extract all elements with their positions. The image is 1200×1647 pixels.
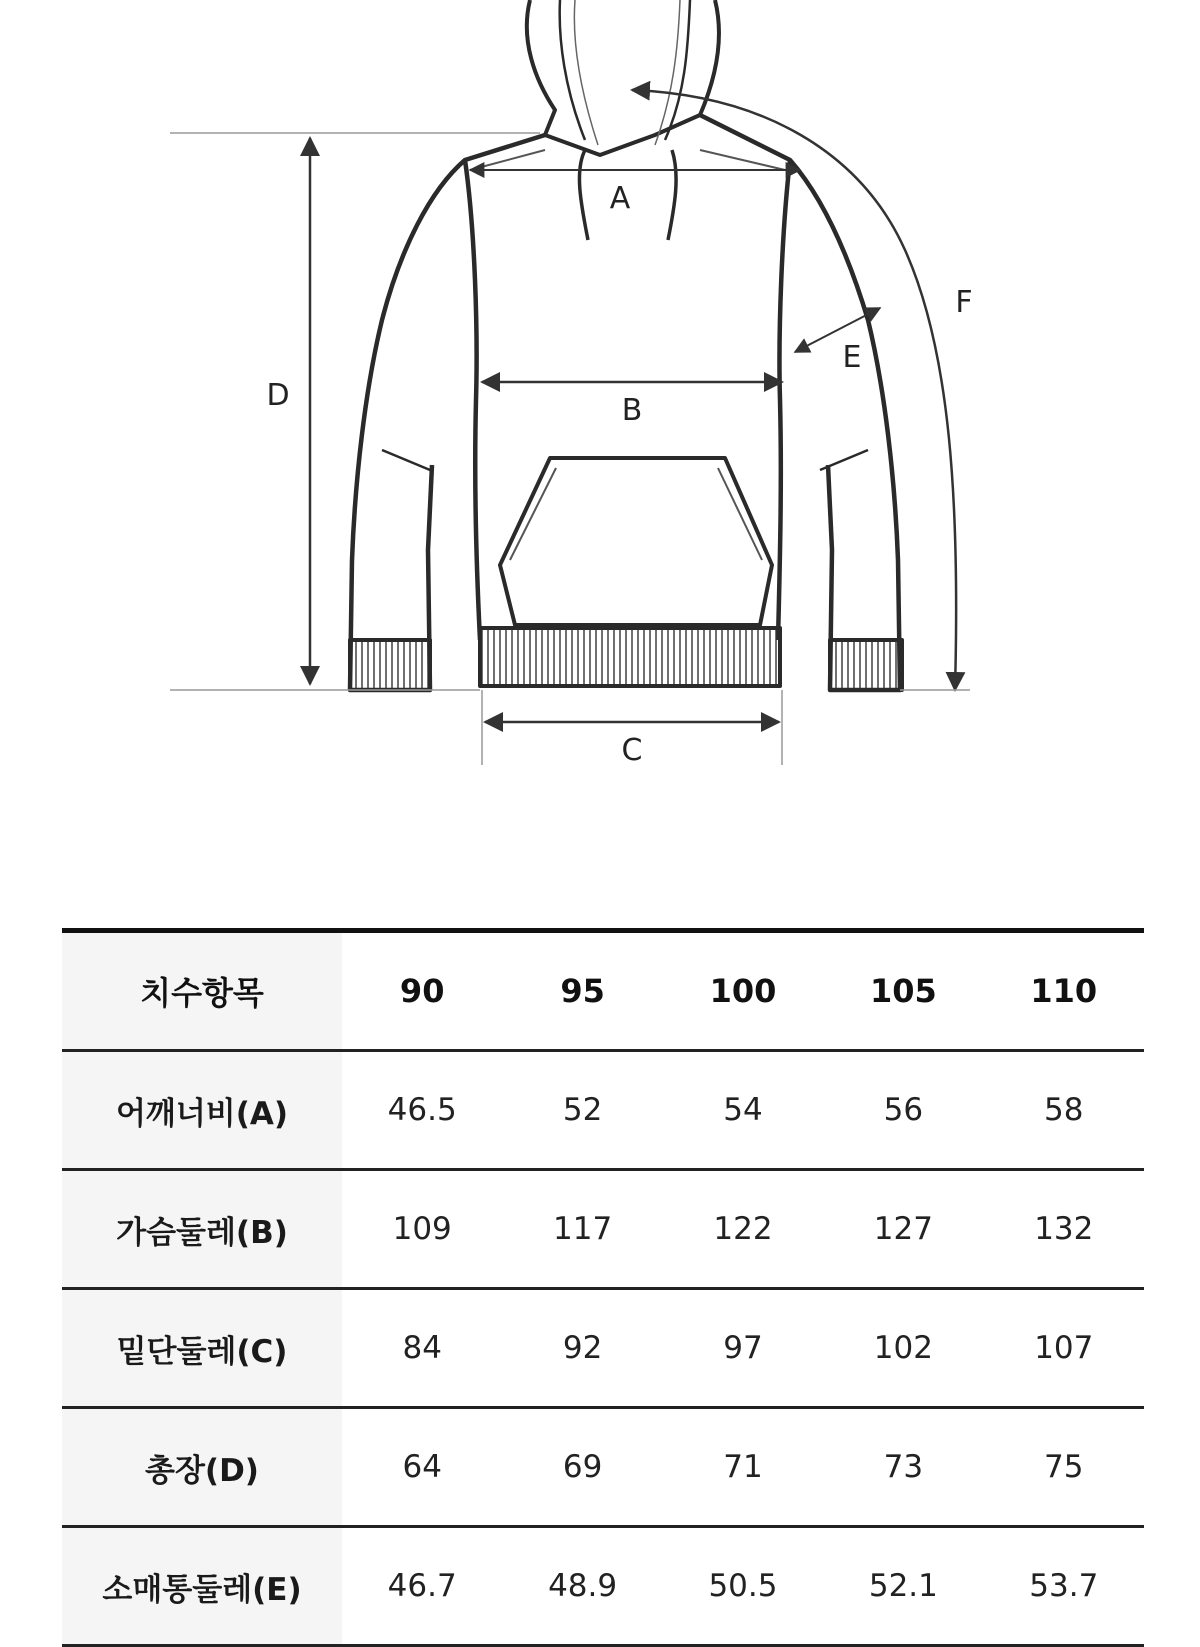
table-cell: 48.9 — [502, 1527, 662, 1646]
row-label: 총장(D) — [62, 1408, 342, 1527]
header-cell-size: 100 — [663, 931, 823, 1051]
table-cell: 50.5 — [663, 1527, 823, 1646]
table-cell: 127 — [823, 1170, 983, 1289]
table-cell: 102 — [823, 1289, 983, 1408]
table-cell: 58 — [984, 1051, 1144, 1170]
table-cell: 64 — [342, 1408, 502, 1527]
label-e: E — [842, 340, 862, 375]
table-row — [62, 1170, 1144, 1289]
label-f: F — [955, 285, 973, 320]
table-row — [62, 1289, 1144, 1408]
label-d: D — [266, 378, 290, 413]
table-cell: 122 — [663, 1170, 823, 1289]
table-cell: 109 — [342, 1170, 502, 1289]
table-cell: 92 — [502, 1289, 662, 1408]
table-cell: 69 — [502, 1408, 662, 1527]
header-cell-size: 90 — [342, 931, 502, 1051]
table-row — [62, 1408, 1144, 1527]
table-header-row — [62, 931, 1144, 1051]
table-cell: 52.1 — [823, 1527, 983, 1646]
label-b: B — [621, 393, 643, 428]
table-cell: 73 — [823, 1408, 983, 1527]
table-row — [62, 1527, 1144, 1646]
table-row — [62, 1051, 1144, 1170]
table-cell: 97 — [663, 1289, 823, 1408]
table-cell: 52 — [502, 1051, 662, 1170]
label-a: A — [609, 181, 631, 216]
table-cell: 107 — [984, 1289, 1144, 1408]
row-label: 소매통둘레(E) — [62, 1527, 342, 1646]
hoodie-measurement-diagram — [0, 0, 1200, 800]
label-c: C — [621, 733, 643, 768]
table-cell: 46.5 — [342, 1051, 502, 1170]
header-cell-size: 110 — [984, 931, 1144, 1051]
row-label: 어깨너비(A) — [62, 1051, 342, 1170]
size-chart-table — [62, 928, 1144, 1647]
table-cell: 75 — [984, 1408, 1144, 1527]
table-cell: 56 — [823, 1051, 983, 1170]
row-label: 가슴둘레(B) — [62, 1170, 342, 1289]
table-cell: 132 — [984, 1170, 1144, 1289]
table-cell: 117 — [502, 1170, 662, 1289]
header-cell-size: 105 — [823, 931, 983, 1051]
table-cell: 53.7 — [984, 1527, 1144, 1646]
table-cell: 46.7 — [342, 1527, 502, 1646]
header-cell-label: 치수항목 — [62, 931, 342, 1051]
header-cell-size: 95 — [502, 931, 662, 1051]
row-label: 밑단둘레(C) — [62, 1289, 342, 1408]
table-cell: 54 — [663, 1051, 823, 1170]
table-cell: 84 — [342, 1289, 502, 1408]
table-cell: 71 — [663, 1408, 823, 1527]
